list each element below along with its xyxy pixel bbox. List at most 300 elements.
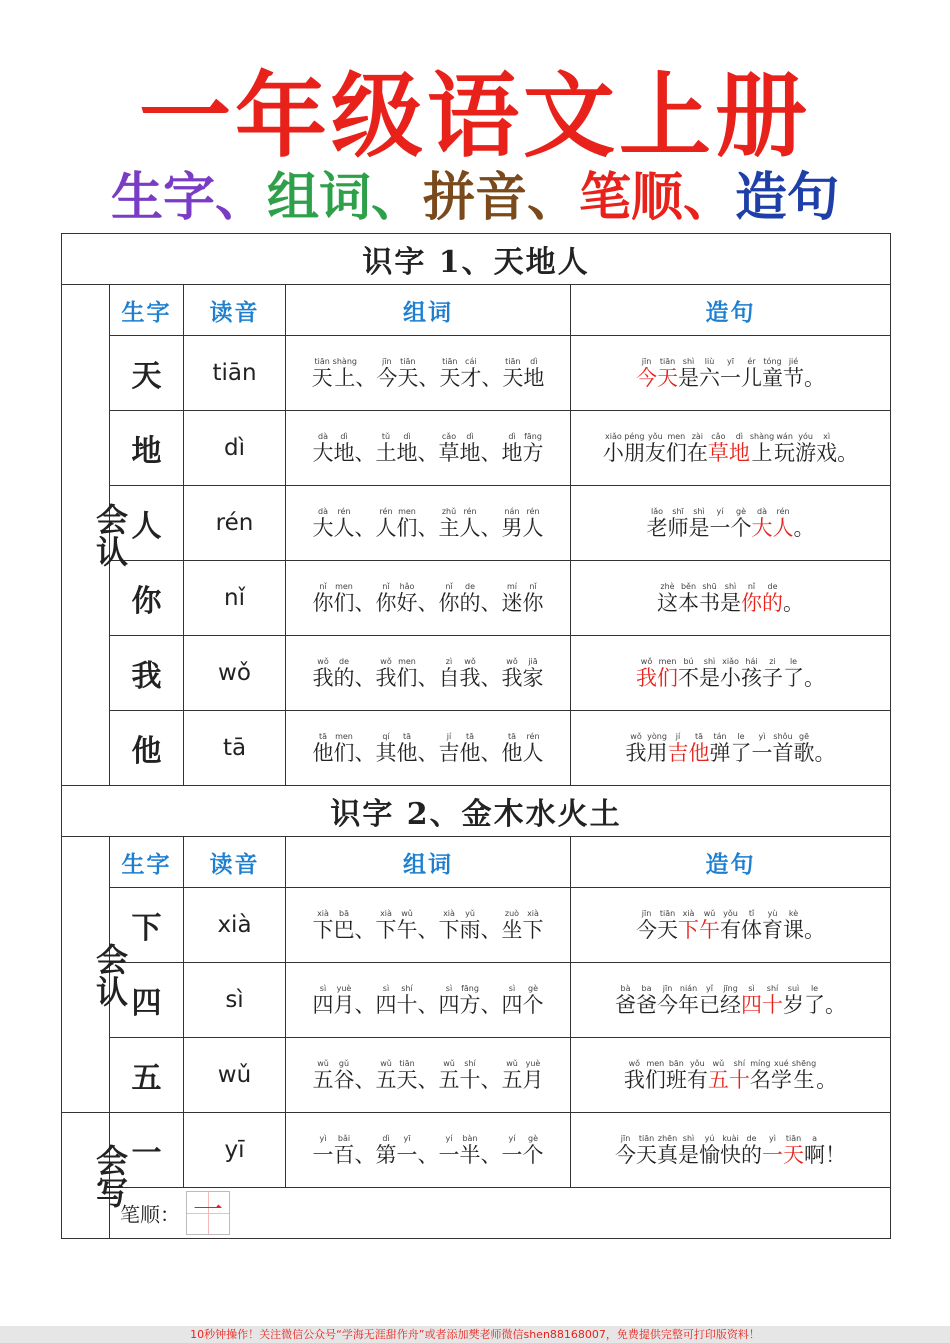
ruby-char bbox=[396, 657, 418, 690]
separator: 、 bbox=[355, 366, 377, 390]
hanzi: 。 bbox=[825, 993, 847, 1017]
pinyin-annotation: dì bbox=[523, 357, 545, 366]
ruby-char bbox=[396, 582, 418, 615]
pinyin-annotation: ér bbox=[741, 357, 763, 366]
hanzi: 是 bbox=[678, 1143, 700, 1167]
ruby-char bbox=[375, 909, 397, 942]
ruby-char bbox=[678, 657, 700, 690]
pinyin-annotation: xià bbox=[312, 909, 334, 918]
pinyin-annotation: cái bbox=[460, 357, 482, 366]
pinyin-annotation: shí bbox=[762, 984, 784, 993]
pinyin-annotation: xià bbox=[375, 909, 397, 918]
pinyin-annotation: zì bbox=[438, 657, 460, 666]
header-words: 组词 bbox=[286, 285, 571, 336]
hanzi: 小 bbox=[720, 666, 742, 690]
hanzi: 戏 bbox=[816, 441, 838, 465]
ruby-char bbox=[793, 732, 815, 765]
hanzi: 谷 bbox=[333, 1068, 355, 1092]
char-cell: 天 bbox=[110, 336, 184, 411]
sentence-cell bbox=[571, 711, 891, 786]
header-char: 生字 bbox=[110, 837, 184, 888]
pinyin-annotation: jīng bbox=[720, 984, 742, 993]
ruby-char bbox=[375, 732, 397, 765]
separator: 、 bbox=[354, 1068, 376, 1092]
hanzi: 今 bbox=[376, 366, 398, 390]
hanzi: 方 bbox=[459, 993, 481, 1017]
ruby-char bbox=[816, 432, 838, 465]
hanzi: 。 bbox=[804, 918, 826, 942]
separator: 、 bbox=[354, 441, 376, 465]
ruby-char bbox=[625, 732, 647, 765]
ruby-char bbox=[741, 909, 763, 942]
hanzi: 生 bbox=[791, 1068, 817, 1092]
pinyin-annotation: tiān bbox=[311, 357, 333, 366]
pinyin-annotation: wǔ bbox=[501, 1059, 523, 1068]
word-list bbox=[286, 582, 570, 614]
hanzi: 十 bbox=[728, 1068, 750, 1092]
pinyin-annotation: tiān bbox=[439, 357, 461, 366]
pinyin-annotation: yí bbox=[501, 1134, 523, 1143]
sentence-cell bbox=[571, 1113, 891, 1188]
ruby-char bbox=[333, 1134, 355, 1167]
hanzi: 下 bbox=[678, 918, 700, 942]
ruby-char bbox=[741, 1134, 763, 1167]
ruby-char bbox=[728, 1059, 750, 1092]
hanzi: 歌 bbox=[793, 741, 815, 765]
ruby-char bbox=[749, 1059, 771, 1092]
ruby-char bbox=[602, 432, 624, 465]
ruby-char bbox=[657, 984, 679, 1017]
sentence bbox=[571, 657, 890, 689]
separator: 、 bbox=[480, 1068, 502, 1092]
ruby-char bbox=[501, 732, 523, 765]
ruby-char bbox=[459, 984, 481, 1017]
vocab-row bbox=[62, 636, 891, 711]
words-cell bbox=[286, 336, 571, 411]
hanzi: 个 bbox=[522, 1143, 544, 1167]
ruby-char bbox=[312, 507, 334, 540]
ruby-char bbox=[636, 1134, 658, 1167]
ruby-char bbox=[333, 1059, 355, 1092]
pinyin-annotation: wǒ bbox=[623, 1059, 645, 1068]
ruby-char bbox=[804, 366, 825, 390]
pinyin-annotation: zi bbox=[762, 657, 783, 666]
hanzi: 他 bbox=[459, 741, 481, 765]
hanzi: 。 bbox=[793, 516, 815, 540]
hanzi: 。 bbox=[814, 741, 836, 765]
ruby-char bbox=[375, 1059, 397, 1092]
side-label bbox=[62, 285, 129, 786]
sentence bbox=[571, 1059, 890, 1091]
hanzi: 地 bbox=[459, 441, 481, 465]
header-words: 组词 bbox=[286, 837, 571, 888]
pinyin-cell: tiān bbox=[184, 336, 286, 411]
ruby-char bbox=[707, 1059, 729, 1092]
pinyin-annotation: dì bbox=[728, 432, 750, 441]
ruby-char bbox=[657, 657, 679, 690]
pinyin-annotation: shí bbox=[396, 984, 418, 993]
ruby-char bbox=[459, 657, 481, 690]
hanzi: 我 bbox=[636, 666, 658, 690]
hanzi: 巴 bbox=[333, 918, 355, 942]
word-list bbox=[286, 732, 570, 764]
ruby-char bbox=[644, 1059, 666, 1092]
vocab-row bbox=[62, 561, 891, 636]
hanzi: 快 bbox=[720, 1143, 742, 1167]
pinyin-annotation: yì bbox=[312, 1134, 334, 1143]
hanzi: 了 bbox=[783, 666, 805, 690]
ruby-char bbox=[783, 909, 805, 942]
pinyin-annotation: rén bbox=[522, 507, 544, 516]
ruby-char bbox=[459, 432, 481, 465]
ruby-char bbox=[772, 732, 794, 765]
hanzi: 男 bbox=[501, 516, 523, 540]
ruby-char bbox=[522, 732, 544, 765]
words-cell bbox=[286, 636, 571, 711]
hanzi: 人 bbox=[772, 516, 794, 540]
hanzi: 天 bbox=[502, 366, 524, 390]
subtitle-part: 生字、 bbox=[110, 167, 267, 228]
ruby-char bbox=[333, 909, 355, 942]
hanzi: 五 bbox=[707, 1068, 729, 1092]
ruby-char bbox=[728, 432, 750, 465]
ruby-char bbox=[762, 909, 784, 942]
hanzi: 一 bbox=[501, 1143, 523, 1167]
hanzi: 今 bbox=[657, 993, 679, 1017]
vocab-row bbox=[62, 411, 891, 486]
pinyin-annotation: wǔ bbox=[396, 909, 418, 918]
hanzi: 我 bbox=[623, 1068, 645, 1092]
hanzi: 们 bbox=[665, 441, 687, 465]
hanzi: 首 bbox=[772, 741, 794, 765]
hanzi: 你 bbox=[522, 591, 544, 615]
pinyin-annotation: de bbox=[762, 582, 784, 591]
pinyin-annotation: kuài bbox=[720, 1134, 742, 1143]
vocab-row bbox=[62, 1113, 891, 1188]
stroke-order-cell bbox=[110, 1188, 891, 1239]
word-list bbox=[286, 909, 570, 941]
ruby-char bbox=[522, 582, 544, 615]
hanzi: 他 bbox=[688, 741, 710, 765]
hanzi: 天 bbox=[439, 366, 461, 390]
ruby-char bbox=[783, 657, 805, 690]
char-cell: 一 bbox=[110, 1113, 184, 1188]
pinyin-annotation: tiān bbox=[783, 1134, 805, 1143]
hanzi: 吉 bbox=[667, 741, 689, 765]
ruby-char bbox=[688, 732, 710, 765]
side-label bbox=[62, 837, 129, 1113]
pinyin-annotation: nǐ bbox=[375, 582, 397, 591]
ruby-char bbox=[709, 732, 731, 765]
sentence bbox=[571, 1134, 890, 1166]
pinyin-annotation: jīn bbox=[657, 984, 678, 993]
hanzi: 的 bbox=[741, 1143, 763, 1167]
pinyin-annotation: de bbox=[459, 582, 481, 591]
ruby-char bbox=[657, 357, 679, 390]
hanzi: 上 bbox=[332, 366, 357, 390]
pinyin-annotation: bà bbox=[615, 984, 636, 993]
pinyin-annotation: tā bbox=[396, 732, 418, 741]
hanzi: 一 bbox=[709, 516, 731, 540]
subtitle-part: 组词、 bbox=[266, 167, 423, 228]
word-list bbox=[286, 984, 570, 1016]
ruby-char bbox=[397, 357, 419, 390]
hanzi: 你 bbox=[312, 591, 334, 615]
pinyin-annotation: dì bbox=[375, 1134, 397, 1143]
ruby-char bbox=[667, 732, 689, 765]
ruby-char bbox=[678, 1134, 700, 1167]
hanzi: 。 bbox=[837, 441, 859, 465]
words-cell bbox=[286, 486, 571, 561]
pinyin-annotation: rén bbox=[333, 507, 355, 516]
hanzi: 你 bbox=[375, 591, 397, 615]
ruby-char bbox=[332, 357, 357, 390]
ruby-char bbox=[791, 1059, 817, 1092]
ruby-char bbox=[438, 1134, 460, 1167]
ruby-char bbox=[501, 984, 523, 1017]
ruby-char bbox=[333, 984, 355, 1017]
sentence-cell bbox=[571, 636, 891, 711]
hanzi: 土 bbox=[375, 441, 397, 465]
separator: 、 bbox=[354, 993, 376, 1017]
pinyin-annotation: rén bbox=[522, 732, 544, 741]
ruby-char bbox=[333, 582, 355, 615]
hanzi: 孩 bbox=[741, 666, 763, 690]
hanzi: 天 bbox=[657, 918, 679, 942]
hanzi: 地 bbox=[396, 441, 418, 465]
words-cell bbox=[286, 1113, 571, 1188]
hanzi: 一 bbox=[312, 1143, 334, 1167]
hanzi: 主 bbox=[438, 516, 460, 540]
pinyin-annotation: men bbox=[665, 432, 687, 441]
pinyin-annotation: yóu bbox=[795, 432, 817, 441]
ruby-char bbox=[678, 357, 700, 390]
pinyin-annotation: yǔ bbox=[459, 909, 481, 918]
hanzi: 课 bbox=[783, 918, 805, 942]
pinyin-annotation: yòng bbox=[646, 732, 668, 741]
ruby-char bbox=[439, 357, 461, 390]
page-subtitle bbox=[0, 166, 950, 230]
hanzi: 方 bbox=[522, 441, 544, 465]
ruby-char bbox=[375, 984, 397, 1017]
ruby-char bbox=[657, 909, 679, 942]
pinyin-annotation: yī bbox=[720, 357, 742, 366]
side-label-text: 会写 bbox=[91, 1143, 129, 1208]
separator: 、 bbox=[417, 591, 439, 615]
ruby-char bbox=[741, 984, 763, 1017]
pinyin-annotation: sì bbox=[741, 984, 762, 993]
ruby-char bbox=[762, 582, 784, 615]
vocab-row bbox=[62, 1038, 891, 1113]
ruby-char bbox=[657, 1134, 679, 1167]
ruby-char bbox=[665, 432, 687, 465]
hanzi: 天 bbox=[397, 366, 419, 390]
pinyin-annotation: shí bbox=[728, 1059, 750, 1068]
pinyin-annotation: yǒu bbox=[686, 1059, 708, 1068]
separator: 、 bbox=[417, 666, 439, 690]
ruby-char bbox=[688, 507, 710, 540]
ruby-char bbox=[794, 516, 815, 540]
ruby-char bbox=[396, 507, 418, 540]
hanzi: 童 bbox=[762, 366, 784, 390]
pinyin-annotation: shēng bbox=[791, 1059, 817, 1068]
hanzi: 你 bbox=[741, 591, 763, 615]
hanzi: 四 bbox=[312, 993, 334, 1017]
pinyin-annotation: shàng bbox=[749, 432, 775, 441]
hanzi: 百 bbox=[333, 1143, 355, 1167]
ruby-char bbox=[804, 1134, 826, 1167]
pinyin-annotation: shū bbox=[699, 582, 721, 591]
hanzi: 。 bbox=[804, 666, 826, 690]
sentence bbox=[571, 732, 890, 764]
hanzi: 们 bbox=[657, 666, 679, 690]
hanzi: 十 bbox=[762, 993, 784, 1017]
pinyin-annotation: jiā bbox=[522, 657, 544, 666]
separator: 、 bbox=[417, 516, 439, 540]
pinyin-annotation: jīn bbox=[636, 909, 657, 918]
ruby-char bbox=[646, 732, 668, 765]
ruby-char bbox=[522, 1059, 544, 1092]
ruby-char bbox=[375, 507, 397, 540]
hanzi: 下 bbox=[522, 918, 544, 942]
words-cell bbox=[286, 888, 571, 963]
hanzi: 今 bbox=[615, 1143, 637, 1167]
hanzi: 大 bbox=[312, 516, 334, 540]
ruby-char bbox=[636, 357, 658, 390]
ruby-char bbox=[720, 909, 742, 942]
ruby-char bbox=[459, 732, 481, 765]
hanzi: 下 bbox=[438, 918, 460, 942]
header-sentence: 造句 bbox=[571, 285, 891, 336]
pinyin-annotation: men bbox=[644, 1059, 666, 1068]
pinyin-cell: dì bbox=[184, 411, 286, 486]
hanzi: 育 bbox=[762, 918, 784, 942]
char-cell: 五 bbox=[110, 1038, 184, 1113]
ruby-char bbox=[460, 357, 482, 390]
hanzi: 真 bbox=[657, 1143, 679, 1167]
separator: 、 bbox=[354, 591, 376, 615]
char-cell: 你 bbox=[110, 561, 184, 636]
header-row bbox=[62, 285, 891, 336]
pinyin-annotation: bān bbox=[665, 1059, 687, 1068]
ruby-char bbox=[678, 984, 700, 1017]
vocab-row bbox=[62, 711, 891, 786]
hanzi: 啊 bbox=[804, 1143, 826, 1167]
subtitle-part: 造句 bbox=[735, 167, 840, 228]
pinyin-annotation: nán bbox=[501, 507, 523, 516]
sentence bbox=[571, 984, 890, 1016]
ruby-char bbox=[762, 657, 784, 690]
separator: 、 bbox=[417, 993, 439, 1017]
ruby-char bbox=[699, 984, 721, 1017]
pinyin-annotation: tǐ bbox=[741, 909, 762, 918]
hanzi: 是 bbox=[720, 591, 742, 615]
char-cell: 下 bbox=[110, 888, 184, 963]
hanzi: 个 bbox=[730, 516, 752, 540]
vocab-table bbox=[61, 233, 891, 1239]
ruby-char bbox=[795, 432, 817, 465]
ruby-char bbox=[804, 666, 825, 690]
pinyin-annotation: cǎo bbox=[438, 432, 460, 441]
hanzi: 我 bbox=[375, 666, 397, 690]
subtitle-part: 拼音、 bbox=[422, 167, 579, 228]
ruby-char bbox=[644, 432, 666, 465]
hanzi: 的 bbox=[333, 666, 355, 690]
ruby-char bbox=[438, 909, 460, 942]
ruby-char bbox=[762, 357, 784, 390]
sentence-cell bbox=[571, 561, 891, 636]
pinyin-annotation: wǒ bbox=[501, 657, 523, 666]
page-title: 一年级语文上册 bbox=[138, 63, 811, 170]
hanzi: 。 bbox=[783, 591, 805, 615]
separator: 、 bbox=[417, 441, 439, 465]
ruby-char bbox=[312, 657, 334, 690]
pinyin-annotation: shì bbox=[688, 507, 710, 516]
ruby-char bbox=[699, 582, 721, 615]
pinyin-annotation: de bbox=[333, 657, 355, 666]
pinyin-annotation: zhǔ bbox=[438, 507, 460, 516]
sentence-cell bbox=[571, 963, 891, 1038]
hanzi: 经 bbox=[720, 993, 742, 1017]
hanzi: 子 bbox=[762, 666, 784, 690]
ruby-char bbox=[459, 1134, 481, 1167]
pinyin-cell: xià bbox=[184, 888, 286, 963]
lesson-title: 识字 2、金木水火土 bbox=[62, 786, 891, 837]
pinyin-annotation: bā bbox=[333, 909, 355, 918]
ruby-char bbox=[438, 1059, 460, 1092]
hanzi: 是 bbox=[678, 366, 700, 390]
ruby-char bbox=[438, 984, 460, 1017]
hanzi: 我 bbox=[312, 666, 334, 690]
hanzi: 十 bbox=[459, 1068, 481, 1092]
separator: 、 bbox=[480, 516, 502, 540]
hanzi: 下 bbox=[375, 918, 397, 942]
pinyin-annotation: hái bbox=[741, 657, 762, 666]
ruby-char bbox=[522, 909, 544, 942]
ruby-char bbox=[804, 918, 825, 942]
ruby-char bbox=[678, 582, 700, 615]
words-cell bbox=[286, 1038, 571, 1113]
pinyin-annotation: wán bbox=[774, 432, 796, 441]
separator: 、 bbox=[417, 1143, 439, 1167]
ruby-char bbox=[459, 909, 481, 942]
pinyin-annotation: yì bbox=[762, 1134, 784, 1143]
hanzi: 十 bbox=[396, 993, 418, 1017]
hanzi: 四 bbox=[501, 993, 523, 1017]
ruby-char bbox=[396, 432, 418, 465]
sentence bbox=[571, 432, 890, 464]
ruby-char bbox=[686, 432, 708, 465]
ruby-char bbox=[741, 657, 763, 690]
ruby-char bbox=[615, 1134, 637, 1167]
pinyin-annotation: dì bbox=[396, 432, 418, 441]
pinyin-annotation: dì bbox=[501, 432, 523, 441]
hanzi: 体 bbox=[741, 918, 763, 942]
ruby-char bbox=[774, 432, 796, 465]
hanzi: 吉 bbox=[438, 741, 460, 765]
hanzi: 用 bbox=[646, 741, 668, 765]
vocab-row bbox=[62, 336, 891, 411]
separator: 、 bbox=[480, 591, 502, 615]
ruby-char bbox=[636, 657, 658, 690]
ruby-char bbox=[438, 657, 460, 690]
pinyin-annotation: xià bbox=[522, 909, 544, 918]
pinyin-annotation: wǒ bbox=[375, 657, 397, 666]
pinyin-annotation: kè bbox=[783, 909, 805, 918]
pinyin-annotation: shì bbox=[699, 657, 721, 666]
ruby-char bbox=[333, 657, 355, 690]
pinyin-annotation: tóng bbox=[762, 357, 784, 366]
